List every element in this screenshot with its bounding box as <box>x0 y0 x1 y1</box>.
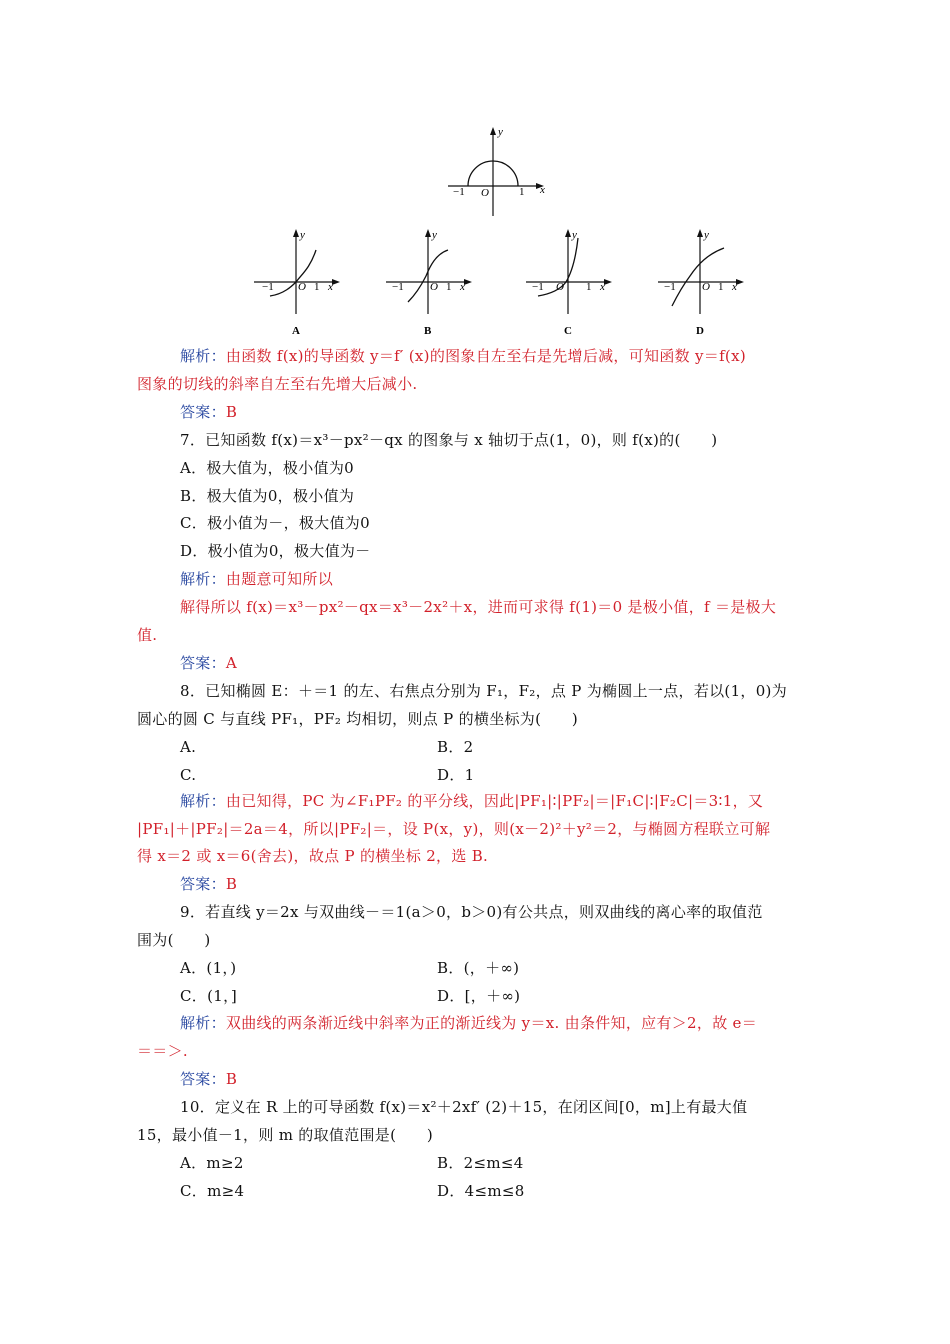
answer-value: A <box>225 654 238 672</box>
analysis-text: 由题意可知所以 <box>225 570 334 588</box>
analysis-label: 解析： <box>180 792 226 810</box>
y-axis-label: y <box>572 229 577 241</box>
x-tick-minus1: −1 <box>262 281 274 293</box>
q8-option-c: C. <box>180 766 197 784</box>
origin-label: O <box>298 281 306 293</box>
q9-stem-line2: 围为( ) <box>137 931 211 949</box>
x-axis-label: x <box>600 281 605 293</box>
q7-option-d: D．极小值为0，极大值为－ <box>180 542 371 560</box>
q7-option-b: B．极大值为0，极小值为 <box>180 487 355 505</box>
answer-label: 答案： <box>180 1070 226 1088</box>
q7-option-c: C．极小值为－，极大值为0 <box>180 514 370 532</box>
q8-answer <box>180 874 237 894</box>
option-graph-c <box>520 226 620 340</box>
analysis-label: 解析： <box>180 347 226 365</box>
q6-analysis-line2: 图象的切线的斜率自左至右先增大后减小. <box>137 375 418 393</box>
option-graph-b <box>380 226 480 340</box>
analysis-text: 由已知得，PC 为∠F₁PF₂ 的平分线，因此|PF₁|∶|PF₂|＝|F₁C|∶|F₂C|＝3∶1，又 <box>225 792 764 810</box>
answer-value: B <box>225 875 238 893</box>
q9-analysis-line1 <box>180 1013 757 1033</box>
origin-label: O <box>702 281 710 293</box>
y-axis-label: y <box>498 126 503 138</box>
q7-stem: 7．已知函数 f(x)＝x³－px²－qx 的图象与 x 轴切于点(1，0)，则 f(x)的( ) <box>180 431 718 449</box>
q10-option-d: D．4≤m≤8 <box>437 1182 525 1200</box>
option-label: A <box>292 325 300 337</box>
answer-value: B <box>225 1070 238 1088</box>
q8-stem-line1: 8．已知椭圆 E：＋＝1 的左、右焦点分别为 F₁，F₂，点 P 为椭圆上一点，若以(1，0)为 <box>180 682 788 700</box>
q8-option-b: B．2 <box>437 738 474 756</box>
q8-analysis-line3: 得 x＝2 或 x＝6(舍去)，故点 P 的横坐标 2，选 B. <box>137 847 489 865</box>
q9-option-c: C．(1，] <box>180 987 238 1005</box>
q10-option-a: A．m≥2 <box>180 1154 244 1172</box>
q9-stem-line1: 9．若直线 y＝2x 与双曲线－＝1(a＞0，b＞0)有公共点，则双曲线的离心率的取值范 <box>180 903 763 921</box>
option-graph-a <box>248 226 348 340</box>
analysis-text: 由函数 f(x)的导函数 y＝f′ (x)的图象自左至右是先增后减，可知函数 y＝f(x) <box>225 347 746 365</box>
x-axis-label: x <box>328 281 333 293</box>
answer-label: 答案： <box>180 654 226 672</box>
origin-label: O <box>556 281 564 293</box>
y-axis-label: y <box>704 229 709 241</box>
q9-option-a: A．(1，) <box>180 959 237 977</box>
q7-answer <box>180 653 237 673</box>
x-axis-label: x <box>732 281 737 293</box>
q10-option-c: C．m≥4 <box>180 1182 245 1200</box>
answer-value: B <box>225 403 238 421</box>
x-tick-1: 1 <box>446 281 452 293</box>
analysis-label: 解析： <box>180 570 226 588</box>
x-axis-label: x <box>540 184 545 196</box>
q8-analysis-line1 <box>180 791 763 811</box>
origin-label: O <box>481 187 489 199</box>
answer-label: 答案： <box>180 403 226 421</box>
x-tick-minus1: −1 <box>453 186 465 198</box>
q9-analysis-line2: ＝＝＞. <box>137 1042 188 1060</box>
q9-answer <box>180 1069 237 1089</box>
q6-analysis-line1 <box>180 346 746 366</box>
x-tick-minus1: −1 <box>532 281 544 293</box>
x-tick-1: 1 <box>519 186 525 198</box>
q7-option-a: A．极大值为，极小值为0 <box>180 459 354 477</box>
analysis-label: 解析： <box>180 1014 226 1032</box>
origin-label: O <box>430 281 438 293</box>
q8-option-a: A. <box>180 738 197 756</box>
q10-option-b: B．2≤m≤4 <box>437 1154 524 1172</box>
answer-label: 答案： <box>180 875 226 893</box>
q7-analysis-line1 <box>180 569 333 589</box>
q8-stem-line2: 圆心的圆 C 与直线 PF₁，PF₂ 均相切，则点 P 的横坐标为( ) <box>137 710 579 728</box>
q10-stem-line2: 15，最小值－1，则 m 的取值范围是( ) <box>137 1126 433 1144</box>
q6-answer <box>180 402 237 422</box>
q7-analysis-line2: 解得所以 f(x)＝x³－px²－qx＝x³－2x²＋x，进而可求得 f(1)＝0 是极小值，f ＝是极大 <box>180 598 777 616</box>
option-label: C <box>564 325 572 337</box>
x-tick-minus1: −1 <box>392 281 404 293</box>
x-tick-minus1: −1 <box>664 281 676 293</box>
q8-option-d: D．1 <box>437 766 475 784</box>
derivative-graph-figure <box>440 124 550 220</box>
y-axis-label: y <box>300 229 305 241</box>
y-axis-label: y <box>432 229 437 241</box>
option-label: B <box>424 325 432 337</box>
analysis-text: 双曲线的两条渐近线中斜率为正的渐近线为 y＝x. 由条件知，应有＞2，故 e＝ <box>225 1014 758 1032</box>
x-axis-label: x <box>460 281 465 293</box>
x-tick-1: 1 <box>314 281 320 293</box>
q10-stem-line1: 10．定义在 R 上的可导函数 f(x)＝x²＋2xf′ (2)＋15，在闭区间[0，m]上有最大值 <box>180 1098 748 1116</box>
q7-analysis-line3: 值. <box>137 626 158 644</box>
x-tick-1: 1 <box>718 281 724 293</box>
q8-analysis-line2: |PF₁|＋|PF₂|＝2a＝4，所以|PF₂|＝，设 P(x，y)，则(x－2)²＋y²＝2，与椭圆方程联立可解 <box>137 820 771 838</box>
q9-option-d: D．[，＋∞) <box>437 987 521 1005</box>
q9-option-b: B．(，＋∞) <box>437 959 520 977</box>
option-graph-d <box>652 226 752 340</box>
option-label: D <box>696 325 704 337</box>
x-tick-1: 1 <box>586 281 592 293</box>
